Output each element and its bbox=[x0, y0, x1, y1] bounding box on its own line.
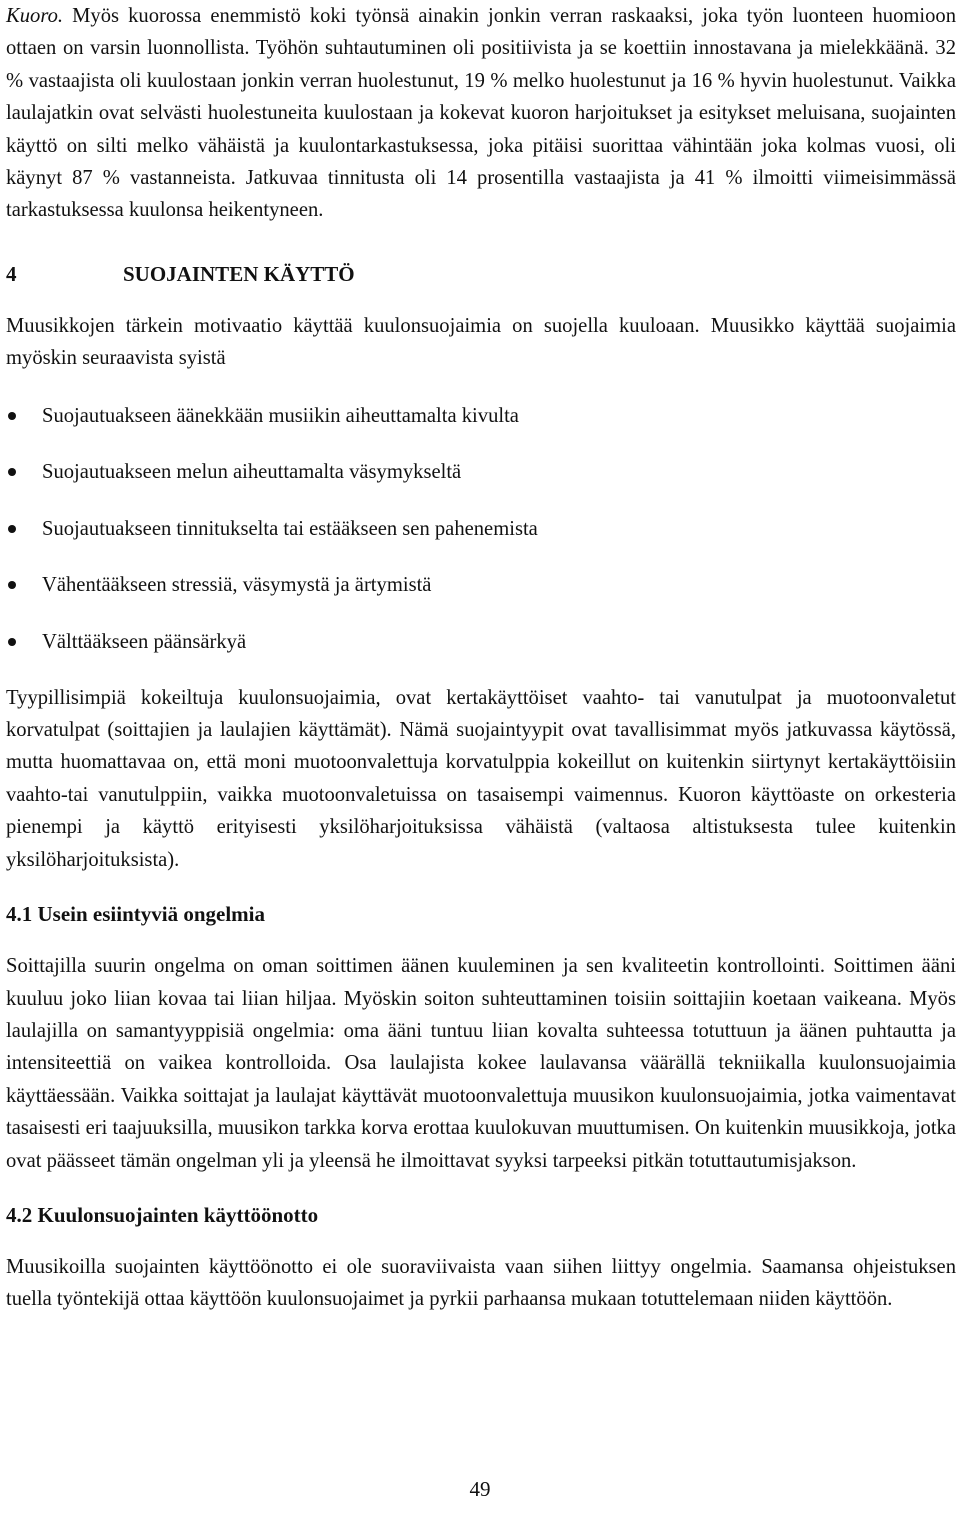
bullet-icon bbox=[8, 468, 16, 476]
list-item bbox=[6, 626, 956, 658]
list-item bbox=[6, 456, 956, 488]
chapter-number: 4 bbox=[6, 261, 17, 286]
page-number: 49 bbox=[469, 1477, 491, 1501]
list-item-text: Suojautuakseen melun aiheuttamalta väsymykseltä bbox=[42, 461, 462, 484]
bullet-icon bbox=[8, 638, 16, 646]
list-item-text: Välttääkseen päänsärkyä bbox=[42, 630, 247, 653]
reasons-list bbox=[6, 400, 956, 658]
paragraph-common-problems: Soittajilla suurin ongelma on oman soittimen äänen kuuleminen ja sen kvaliteetin kontrollointi. Soittimen ääni kuuluu joko liian kovaa tai liian hiljaa. Myöskin soiton suhteuttaminen toisiin soittajiin koetaan vaikeana. Myös laulajilla on samantyyppisiä ongelmia: oma ääni tuntuu liian kovalta suhteessa totuttuun ja äänen puhtautta ja intensiteettiä on vaikea kontrolloida. Osa laulajista kokee laulavansa väärällä tekniikalla kuulonsuojaimia käyttäessään. Vaikka soittajat ja laulajat käyttävät muotoonvalettuja muusikon kuulonsuojaimia, jotka vaimentavat tasaisesti eri taajuuksilla, muusikon tarkka korva erottaa kuulokuvan muuttumisen. On kuitenkin muusikkoja, jotka ovat päässeet tämän ongelman yli ja yleensä he ilmoittavat syyksi tarpeeksi pitkän totuttautumisjakson. bbox=[6, 955, 956, 1172]
list-item bbox=[6, 400, 956, 432]
bullet-icon bbox=[8, 581, 16, 589]
paragraph-adoption: Muusikoilla suojainten käyttöönotto ei ole suoraviivaista vaan siihen liittyy ongelmia. Saamansa ohjeistuksen tuella työntekijä ottaa käyttöön kuulonsuojaimet ja pyrkii parhaansa mukaan totuttelemaan niiden käyttöön. bbox=[6, 1255, 956, 1311]
chapter-heading bbox=[6, 258, 956, 290]
section-heading-4-2: 4.2 Kuulonsuojainten käyttöönotto bbox=[6, 1202, 319, 1227]
document-page bbox=[6, 0, 956, 1316]
paragraph-motivation: Muusikkojen tärkein motivaatio käyttää kuulonsuojaimia on suojella kuuloaan. Muusikko käyttää suojaimia myöskin seuraavista syistä bbox=[6, 314, 956, 370]
paragraph-lead-choir: Kuoro. bbox=[6, 5, 64, 27]
chapter-title: SUOJAINTEN KÄYTTÖ bbox=[123, 261, 355, 286]
paragraph-choir-survey bbox=[6, 0, 956, 227]
bullet-icon bbox=[8, 412, 16, 420]
bullet-icon bbox=[8, 525, 16, 533]
paragraph-protector-types: Tyypillisimpiä kokeiltuja kuulonsuojaimia, ovat kertakäyttöiset vaahto- tai vanutulpat ja muotoonvaletut korvatulpat (soittajien ja laulajien käyttämät). Nämä suojaintyypit ovat tavallisimmat myös jatkuvassa käytössä, mutta huomattavaa on, että moni muotoonvalettuja korvatulppia kokeillut on kuitenkin siirtynyt kertakäyttöisiin vaahto-tai vanutulppiin, vaikka muotoonvaletuissa on tasaisempi vaimennus. Kuoron käyttöaste on orkesteria pienempi ja käyttö erityisesti yksilöharjoituksissa vähäistä (valtaosa altistuksesta tulee kuitenkin yksilöharjoituksista). bbox=[6, 686, 956, 871]
list-item-text: Suojautuakseen äänekkään musiikin aiheuttamalta kivulta bbox=[42, 404, 519, 427]
paragraph-text: Myös kuorossa enemmistö koki työnsä ainakin jonkin verran raskaaksi, joka työn luonteen huomioon ottaen on varsin luonnollista. Työhön suhtautuminen oli positiivista ja se koettiin innostavana ja mielekkäänä. 32 % vastaajista oli kuulostaan jonkin verran huolestunut, 19 % melko huolestunut ja 16 % hyvin huolestunut. Vaikka laulajatkin ovat selvästi huolestuneita kuulostaan ja kokevat kuoron harjoitukset ja esitykset meluisana, suojainten käyttö on silti melko vähäistä ja kuulontarkastuksessa, joka pitäisi suorittaa vähintään joka kolmas vuosi, oli käynyt 87 % vastanneista. Jatkuvaa tinnitusta oli 14 prosentilla vastaajista ja 41 % ilmoitti viimeisimmässä tarkastuksessa kuulonsa heikentyneen. bbox=[6, 5, 956, 222]
list-item-text: Suojautuakseen tinnitukselta tai estääkseen sen pahenemista bbox=[42, 517, 538, 540]
list-item-text: Vähentääkseen stressiä, väsymystä ja ärtymistä bbox=[42, 574, 432, 597]
list-item bbox=[6, 513, 956, 545]
section-heading-4-1: 4.1 Usein esiintyviä ongelmia bbox=[6, 902, 266, 927]
list-item bbox=[6, 569, 956, 601]
